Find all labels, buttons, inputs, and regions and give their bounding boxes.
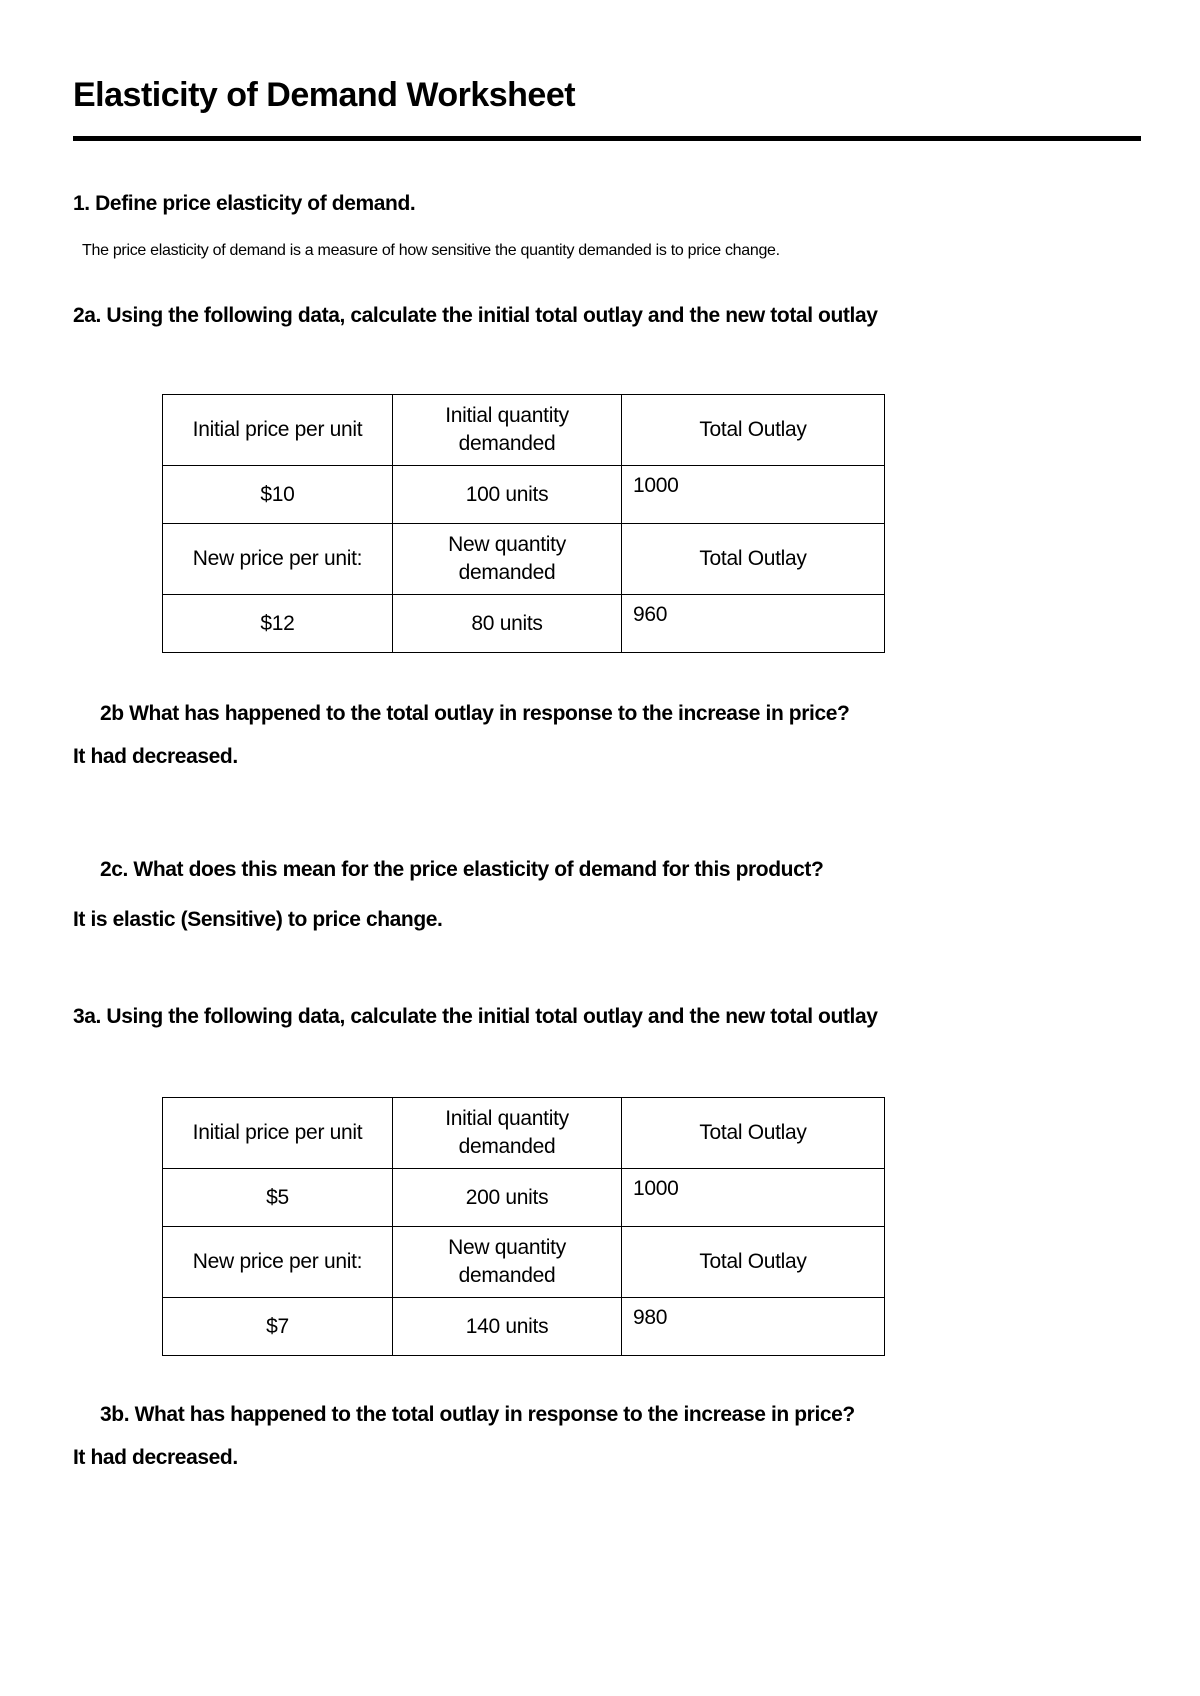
table-row [163,595,885,653]
question-3b: 3b. What has happened to the total outlay in response to the increase in price? [100,1403,855,1426]
table-row [163,395,885,466]
table-row [163,1169,885,1227]
initial-price-value: $10 [163,466,393,524]
new-qty-value: 80 units [393,595,622,653]
question-1: 1. Define price elasticity of demand. [73,192,416,215]
table-row [163,1098,885,1169]
new-price-value: $7 [163,1298,393,1356]
question-2b: 2b What has happened to the total outlay in response to the increase in price? [100,702,850,725]
new-qty-value: 140 units [393,1298,622,1356]
table-3a [162,1097,885,1356]
new-outlay-value: 980 [622,1298,885,1356]
new-qty-header: New quantity demanded [393,524,622,595]
initial-price-header: Initial price per unit [163,1098,393,1169]
new-total-outlay-header: Total Outlay [622,524,885,595]
new-price-value: $12 [163,595,393,653]
initial-qty-value: 100 units [393,466,622,524]
table-row [163,1227,885,1298]
initial-qty-header: Initial quantity demanded [393,1098,622,1169]
question-2c: 2c. What does this mean for the price elasticity of demand for this product? [100,858,824,881]
table-row [163,1298,885,1356]
new-qty-header: New quantity demanded [393,1227,622,1298]
question-2a: 2a. Using the following data, calculate the initial total outlay and the new total outlay [73,304,878,327]
answer-2c: It is elastic (Sensitive) to price change. [73,908,443,931]
total-outlay-header: Total Outlay [622,395,885,466]
initial-price-value: $5 [163,1169,393,1227]
new-price-header: New price per unit: [163,1227,393,1298]
answer-2b: It had decreased. [73,745,238,768]
table-2a [162,394,885,653]
new-total-outlay-header: Total Outlay [622,1227,885,1298]
title-divider [73,136,1141,141]
initial-outlay-value: 1000 [622,466,885,524]
initial-qty-value: 200 units [393,1169,622,1227]
new-outlay-value: 960 [622,595,885,653]
new-price-header: New price per unit: [163,524,393,595]
initial-outlay-value: 1000 [622,1169,885,1227]
total-outlay-header: Total Outlay [622,1098,885,1169]
table-row [163,466,885,524]
question-3a: 3a. Using the following data, calculate the initial total outlay and the new total outlay [73,1005,878,1028]
table-row [163,524,885,595]
page-title: Elasticity of Demand Worksheet [73,76,576,114]
initial-qty-header: Initial quantity demanded [393,395,622,466]
initial-price-header: Initial price per unit [163,395,393,466]
answer-1: The price elasticity of demand is a measure of how sensitive the quantity demanded is to price change. [82,242,780,259]
answer-3b: It had decreased. [73,1446,238,1469]
